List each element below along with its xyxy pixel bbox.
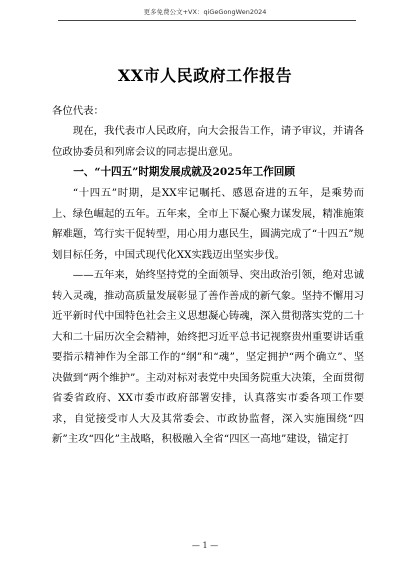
page-number: — 1 — xyxy=(191,541,219,550)
intro-paragraph: 现在，我代表市人民政府，向大会报告工作，请予审议，并请各位政协委员和列席会议的同志提出意见。 xyxy=(52,125,364,158)
body-paragraph-1: “十四五”时期，是XX牢记嘱托、感恩奋进的五年，是乘势而上、绿色崛起的五年。五年来，全市上下凝心聚力谋发展，精准施策解难题，笃行实干促转型，用心用力惠民生，圆满完成了“十四五”规划目标任务，中国式现代化XX实践迈出坚实步伐。 xyxy=(52,187,364,261)
salutation: 各位代表： xyxy=(52,105,104,117)
document-title: XX市人民政府工作报告 xyxy=(117,66,293,85)
header-note: 更多免费公文+VX：qiGeGongWen2024 xyxy=(143,8,267,16)
header-divider xyxy=(58,20,356,21)
body-paragraph-2: ——五年来，始终坚持党的全面领导、突出政治引领，绝对忠诚转入灵魂，推动高质量发展彰显了善作善成的新气象。坚持不懈用习近平新时代中国特色社会主义思想凝心铸魂，深入贯彻落实党的二十大和二十届历次全会精神，始终把习近平总书记视察贵州重要讲话重要指示精神作为全部工作的“纲”和“魂”，坚定拥护“两个确立”、坚决做到“两个维护”。主动对标对表党中央国务院重大决策，全面贯彻省委省政府、XX市委市政府部署安排，认真落实市委各项工作要求，自觉接受市人大及其常委会、市政协监督，深入实施围绕“四新”主攻“四化”主战略，积极融入全省“四区一高地”建设，锚定打 xyxy=(52,269,364,445)
section-heading: 一、“十四五”时期发展成就及2025年工作回顾 xyxy=(73,166,295,178)
